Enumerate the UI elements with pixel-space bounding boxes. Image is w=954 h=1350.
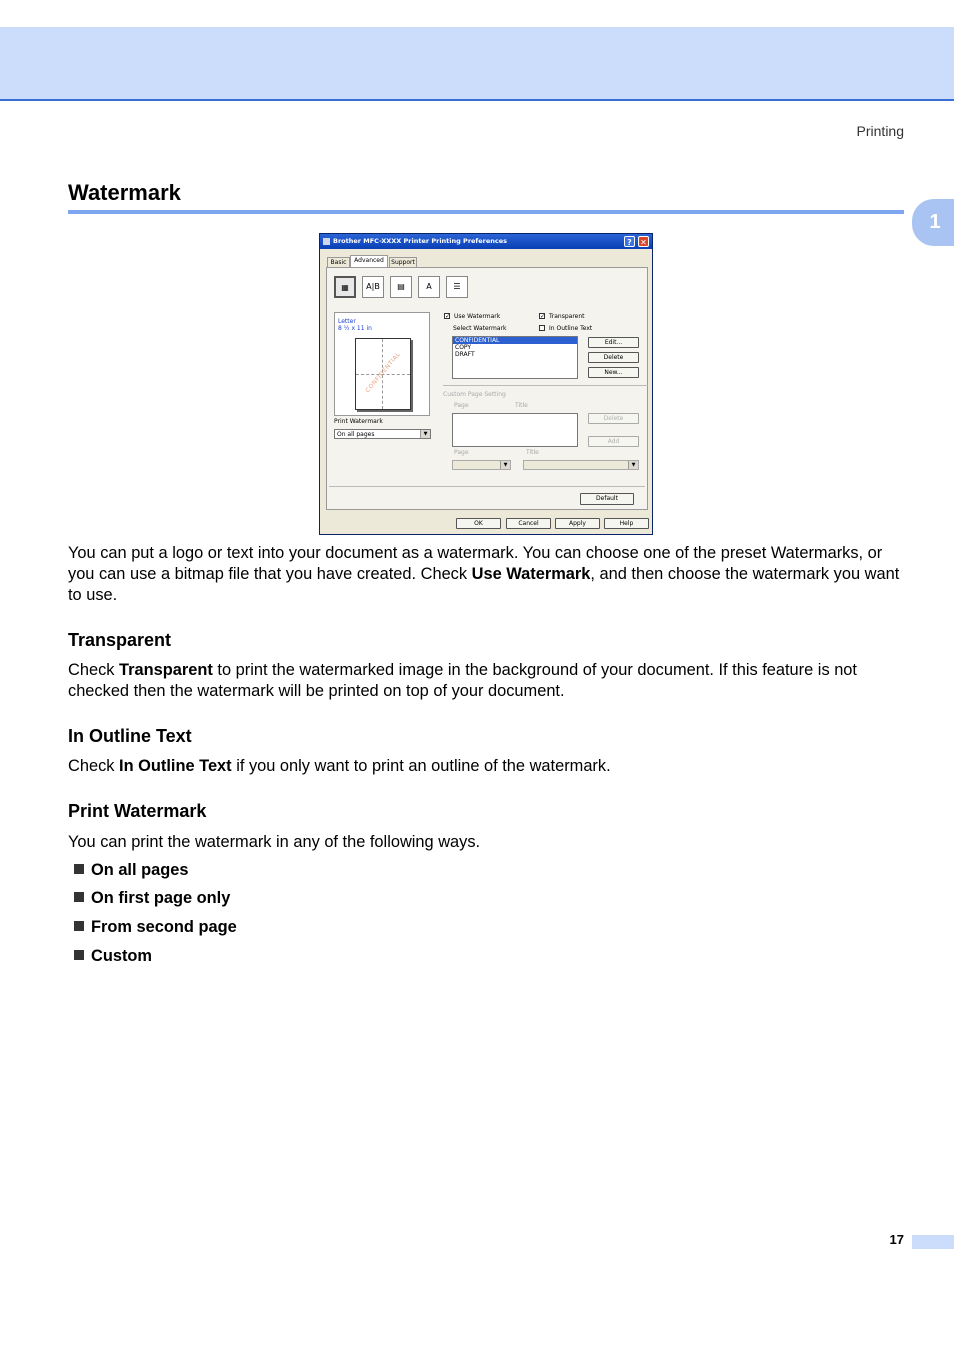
- options-tool-icon[interactable]: ☰: [446, 276, 468, 298]
- title-select-label: Title: [526, 449, 539, 456]
- chevron-down-icon: ▼: [628, 461, 638, 469]
- print-watermark-value: On all pages: [337, 431, 375, 438]
- printer-icon: [323, 238, 330, 245]
- close-icon[interactable]: ✕: [638, 236, 649, 247]
- transparent-heading: Transparent: [68, 630, 172, 650]
- list-item: On first page only: [74, 889, 230, 908]
- advanced-panel: [326, 267, 648, 510]
- watermark-list[interactable]: [452, 336, 578, 379]
- tab-support[interactable]: Support: [389, 257, 417, 267]
- tab-advanced[interactable]: Advanced: [350, 255, 388, 267]
- print-watermark-paragraph: You can print the watermark in any of the following ways.: [68, 833, 481, 851]
- divider: [329, 486, 645, 487]
- print-watermark-label: Print Watermark: [334, 418, 383, 425]
- bullet-square-icon: [74, 921, 84, 931]
- print-watermark-heading: Print Watermark: [68, 801, 207, 821]
- ok-button[interactable]: OK: [456, 518, 501, 529]
- help-title-button[interactable]: ?: [624, 236, 635, 247]
- page-number-bar: [912, 1235, 954, 1249]
- preview-watermark-text: CONFIDENTIAL: [364, 350, 403, 395]
- title-select[interactable]: [523, 460, 639, 470]
- list-item[interactable]: DRAFT: [455, 351, 475, 358]
- printing-preferences-dialog: [319, 233, 653, 535]
- page-column-label: Page: [454, 402, 469, 409]
- edit-button[interactable]: Edit...: [588, 337, 639, 348]
- list-item: Custom: [74, 947, 152, 966]
- font-tool-icon[interactable]: A: [418, 276, 440, 298]
- chevron-down-icon: ▼: [500, 461, 510, 469]
- page-preview: [334, 312, 430, 416]
- custom-page-setting-label: Custom Page Setting: [443, 391, 506, 398]
- transparent-checkbox[interactable]: ✓: [540, 313, 546, 320]
- bullet-square-icon: [74, 864, 84, 874]
- paper-label: Letter: [338, 318, 356, 325]
- tab-basic[interactable]: Basic: [327, 257, 350, 267]
- page-select-label: Page: [454, 449, 469, 456]
- paper-size: 8 ½ x 11 in: [338, 325, 372, 332]
- transparent-label: Transparent: [549, 313, 585, 320]
- apply-button[interactable]: Apply: [555, 518, 600, 529]
- outline-text-checkbox[interactable]: [539, 325, 545, 331]
- cancel-button[interactable]: Cancel: [506, 518, 551, 529]
- dialog-title: Brother MFC-XXXX Printer Printing Preferences: [333, 237, 508, 245]
- list-item: On all pages: [74, 861, 188, 880]
- default-button[interactable]: Default: [580, 493, 634, 505]
- header-band: [0, 27, 954, 101]
- help-button[interactable]: Help: [604, 518, 649, 529]
- use-watermark-label: Use Watermark: [454, 313, 501, 320]
- use-watermark-checkbox[interactable]: ✓: [445, 313, 451, 320]
- divider: [443, 385, 648, 386]
- bullet-square-icon: [74, 950, 84, 960]
- delete-custom-button[interactable]: Delete: [588, 413, 639, 424]
- outline-text-label: In Outline Text: [549, 325, 593, 332]
- select-watermark-label: Select Watermark: [453, 325, 507, 332]
- list-item[interactable]: CONFIDENTIAL: [453, 337, 577, 344]
- new-button[interactable]: New...: [588, 367, 639, 378]
- preview-paper: [355, 338, 411, 410]
- list-item: From second page: [74, 918, 237, 937]
- page-select[interactable]: [452, 460, 511, 470]
- duplex-tool-icon[interactable]: A|B: [362, 276, 384, 298]
- chevron-down-icon: ▼: [420, 430, 430, 438]
- transparent-paragraph: Check Transparent to print the watermarked image in the background of your document. If this feature is not checked then the watermark will be printed on top of your document.: [68, 661, 857, 700]
- outline-paragraph: Check In Outline Text if you only want to print an outline of the watermark.: [68, 757, 611, 775]
- title-rule: [68, 210, 904, 214]
- chapter-tab: 1: [912, 199, 954, 246]
- dialog-title-bar: [320, 234, 652, 249]
- delete-button[interactable]: Delete: [588, 352, 639, 363]
- booklet-tool-icon[interactable]: ▤: [390, 276, 412, 298]
- list-item[interactable]: COPY: [455, 344, 472, 351]
- intro-paragraph: You can put a logo or text into your document as a watermark. You can choose one of the preset Watermarks, or you can use a bitmap file that you have created. Check Use Watermark, and then choose the watermark you want to use.: [68, 544, 900, 604]
- bullet-square-icon: [74, 892, 84, 902]
- watermark-tool-icon[interactable]: ▦: [334, 276, 356, 298]
- custom-page-list[interactable]: [452, 413, 578, 447]
- add-custom-button[interactable]: Add: [588, 436, 639, 447]
- print-watermark-select[interactable]: [334, 429, 431, 439]
- title-column-label: Title: [515, 402, 528, 409]
- page-title: Watermark: [68, 180, 181, 205]
- outline-heading: In Outline Text: [68, 726, 192, 746]
- page-number: 17: [889, 1232, 904, 1247]
- running-header: Printing: [856, 123, 904, 139]
